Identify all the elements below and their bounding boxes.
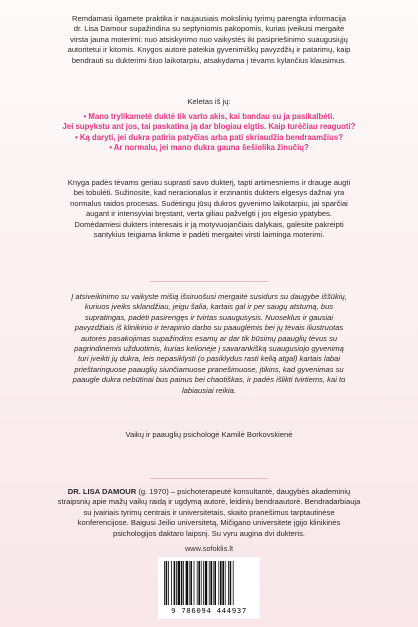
parent-questions-list [28, 112, 390, 154]
description-paragraphs: Knyga padės tėvams geriau suprasti savo dukterį, tapti artimesniems ir drauge augti bei tobulėti. Sužinosite, kad neracionalus ir erzinantis dukters elgesys dažnai yra normalus raidos procesas. Sudėtingu jūsų dukros gyvenimo laikotarpiu, jai sparčiai augant ir intensyviai bręstant, verta giliau pažvelgti į jos elgesio ypatybes. Domėdamiesi dukters interesais ir ją motyvuojančiais dalykais, galėsite pakreipti santykius teigiama linkme ir padėti mergaitei virsti laiminga moterimi. [67, 178, 351, 240]
intro-paragraph: Remdamasi ilgamete praktika ir naujausiais mokslinių tyrimų parengta informacija dr. Lisa Damour supažindina su septyniomis pakopomis, kurias įveikusi mergaitė virsta jauna moterimi: nuo atsiskyrimo nuo vaikystės iki pasipriešinimo suaugusiųjų autoritetui ir kitomis. Knygos autorė pateikia gyvenimiškų pavyzdžių ir patarimų, kaip bendrauti su dukterimi šiuo laikotarpiu, atsakydama į tėvams kylančius klausimus. [67, 14, 351, 65]
barcode-bars [162, 561, 256, 605]
question-item: Jei supykstu ant jos, tai paskatina ją dar blogiau elgtis. Kaip turėčiau reaguoti? [62, 122, 356, 132]
isbn-barcode [158, 557, 260, 619]
divider-line [150, 281, 268, 282]
questions-intro: Keletas iš jų: [187, 97, 231, 106]
question-item: • Mano trylikametė duktė tik varto akis, kai bandau su ja pasikalbėti. [83, 112, 335, 121]
review-quote: Į atsiveikinimo su vaikyste mišią išsiruošusi mergaitė susidurs su daugybe iššūkių, kuriuos įveiks sklandžiau, jeigu šalia, kartais gal ir per saugų atstumą, bus supratingas, padėti pasirengęs ir tvirtas suaugusysis. Nuoseklus ir gausiai pavyzdžiais iš klinikinio ir terapinio darbo su paauglėmis bei jų tėvais iliustruotas autorės pasakojimas supažindins esamų ar dar tik būsimų paauglių tėvus su pagrindinėmis užduotimis, kurias kelionėje į savarankišką suaugusiojo gyvenimą turi įveikti jų dukra, leis nepasiklysti (o pasiklydus rasti kelią atgal) kartais labai prieštaringuose paauglių siunčiamuose pranešimuose, įtikins, kad gyvenimas su paaugle dukra nebūtinai bus painus bei chaotiškas, ir padės išlikti tvirtiems, kai to labiausiai reikia. [71, 292, 347, 395]
publisher-website-link[interactable]: www.sofoklis.lt [184, 544, 234, 553]
question-item: • Ar normalu, jei mano dukra gauna šešiolika žinučių? [109, 143, 309, 153]
author-name: DR. LISA DAMOUR [67, 487, 137, 496]
divider-line [150, 478, 268, 479]
barcode-number: 9 786094 444937 [171, 606, 247, 615]
quote-attribution: Vaikų ir paauglių psichologė Kamilė Borkovskienė [125, 430, 293, 439]
author-bio: DR. LISA DAMOUR (g. 1970) – psichoterapeutė konsultantė, daugybės akademinių straipsnių apie mažų vaikų raidą ir ugdymą autorė, leidinių bendraautorė. Bendradarbiauja su įvairiais tyrimų centrais ir universitetais, skaito pranešimus tarptautinėse konferencijose. Baigusi Jeilio universitetą, Mičigano universitete įgijo klinikinės psichologijos daktaro laipsnį. Su vyru augina dvi dukteris. [57, 487, 361, 538]
question-item: • Ką daryti, jei dukra patiria patyčias arba pati skriaudžia bendraamžius? [75, 132, 343, 142]
